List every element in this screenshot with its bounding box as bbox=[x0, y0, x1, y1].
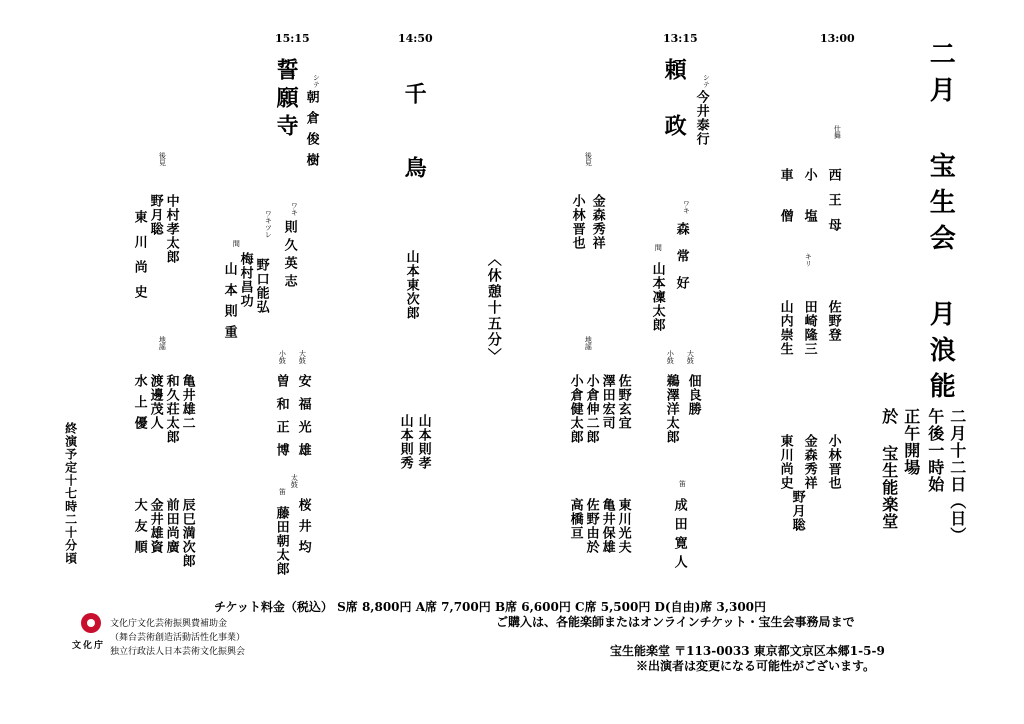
logo-text: 文化庁 bbox=[72, 641, 106, 651]
yorimasa-waki-role: ワキ bbox=[682, 200, 691, 214]
seiganji-waki-role: ワキ bbox=[290, 202, 299, 216]
seiganji-fue-role: 笛 bbox=[278, 488, 287, 495]
shimai-role: 仕舞 bbox=[833, 125, 842, 139]
seiganji-jiutai-3: 渡邊茂人 bbox=[147, 374, 163, 430]
seiganji-fue: 藤田朝太郎 bbox=[273, 506, 289, 576]
chidori-cast-1: 山本東次郎 bbox=[403, 250, 419, 320]
yorimasa-jiutai-8: 高橋亘 bbox=[567, 498, 583, 540]
event-date: 二月十二日（日） bbox=[947, 408, 967, 544]
seiganji-ai-role: 間 bbox=[232, 240, 241, 247]
end-time: 終演予定十七時二十分頃 bbox=[63, 422, 78, 565]
shimai-kiri: キリ bbox=[804, 253, 813, 267]
chidori-cast-2: 山本則孝 bbox=[415, 414, 431, 470]
seiganji-wakitsure-1: 野口能弘 bbox=[253, 258, 269, 314]
sponsor-2: （舞台芸術創造活動活性化事業） bbox=[110, 633, 246, 643]
jiutai-1-5: 金森秀祥 bbox=[801, 434, 817, 490]
shimai-3: 車僧 bbox=[777, 168, 793, 250]
jiutai-1-3: 山内崇生 bbox=[777, 300, 793, 356]
seiganji-otsuzumi: 安福光雄 bbox=[295, 374, 311, 466]
time-1: 13:00 bbox=[820, 32, 855, 45]
seiganji-jiutai-role: 地謡 bbox=[158, 336, 167, 350]
seiganji-koken-role: 後見 bbox=[158, 152, 167, 166]
seiganji-kotsuzumi: 曽和正博 bbox=[273, 374, 289, 466]
yorimasa-ai: 山本凜太郎 bbox=[649, 262, 665, 332]
seiganji-shite: 朝倉俊樹 bbox=[303, 90, 319, 174]
seiganji-jiutai-8: 大友順 bbox=[131, 498, 147, 561]
yorimasa-jiutai-3: 小倉伸二郎 bbox=[583, 374, 599, 444]
yorimasa-jiutai-4: 小倉健太郎 bbox=[567, 374, 583, 444]
seiganji-jiutai-5: 辰巳満次郎 bbox=[179, 498, 195, 568]
yorimasa-jiutai-5: 東川光夫 bbox=[615, 498, 631, 554]
play-seiganji: 誓願寺 bbox=[273, 58, 300, 142]
yorimasa-jiutai-role: 地謡 bbox=[584, 336, 593, 350]
yorimasa-waki: 森常好 bbox=[673, 222, 689, 303]
yorimasa-otsuzumi-role: 大鼓 bbox=[686, 350, 695, 364]
seiganji-otsuzumi-role: 大鼓 bbox=[298, 350, 307, 364]
purchase-info: ご購入は、各能楽師またはオンラインチケット・宝生会事務局まで bbox=[496, 615, 855, 629]
yorimasa-ai-role: 間 bbox=[654, 244, 663, 251]
seiganji-ai: 山本則重 bbox=[221, 262, 237, 346]
seiganji-kotsuzumi-role: 小鼓 bbox=[278, 350, 287, 364]
jiutai-1-6: 野月聡 bbox=[789, 490, 805, 532]
seiganji-taiko: 桜井均 bbox=[295, 498, 311, 561]
seiganji-koken-3: 東川尚史 bbox=[131, 210, 147, 310]
seiganji-jiutai-7: 金井雄資 bbox=[147, 498, 163, 554]
yorimasa-fue: 成田寛人 bbox=[671, 498, 687, 574]
seiganji-koken-2: 野月聡 bbox=[147, 194, 163, 236]
yorimasa-otsuzumi: 佃良勝 bbox=[685, 374, 701, 416]
time-2: 13:15 bbox=[663, 32, 698, 45]
event-start: 午後一時始 bbox=[925, 408, 945, 493]
seiganji-taiko-role: 太鼓 bbox=[290, 474, 299, 488]
notice: ※出演者は変更になる可能性がございます。 bbox=[636, 659, 876, 673]
seiganji-wakitsure-2: 梅村昌功 bbox=[237, 252, 253, 308]
jiutai-1-7: 東川尚史 bbox=[777, 434, 793, 490]
yorimasa-kotsuzumi: 鵜澤洋太郎 bbox=[663, 374, 679, 444]
chidori-cast-3: 山本則秀 bbox=[397, 414, 413, 470]
yorimasa-koken-1: 金森秀祥 bbox=[589, 194, 605, 250]
yorimasa-koken-2: 小林晋也 bbox=[569, 194, 585, 250]
yorimasa-koken-role: 後見 bbox=[584, 152, 593, 166]
seiganji-koken-1: 中村孝太郎 bbox=[163, 194, 179, 264]
yorimasa-jiutai-7: 佐野由於 bbox=[583, 498, 599, 554]
seiganji-waki: 則久英志 bbox=[281, 220, 297, 292]
seiganji-jiutai-2: 和久荘太郎 bbox=[163, 374, 179, 444]
jiutai-1-1: 佐野登 bbox=[825, 300, 841, 342]
seiganji-shite-role: シテ bbox=[312, 74, 321, 88]
shimai-1: 西王母 bbox=[825, 168, 841, 243]
play-chidori: 千鳥 bbox=[401, 82, 428, 230]
play-yorimasa: 頼政 bbox=[661, 58, 688, 170]
shimai-2: 小塩 bbox=[801, 168, 817, 250]
intermission: 〈休憩十五分〉 bbox=[485, 252, 502, 364]
yorimasa-jiutai-6: 亀井保雄 bbox=[599, 498, 615, 554]
time-4: 15:15 bbox=[275, 32, 310, 45]
yorimasa-jiutai-2: 澤田宏司 bbox=[599, 374, 615, 430]
jiutai-1-4: 小林晋也 bbox=[825, 434, 841, 490]
event-venue: 於 宝生能楽堂 bbox=[879, 408, 899, 530]
yorimasa-shite: 今井泰行 bbox=[693, 90, 709, 146]
venue-address: 宝生能楽堂 〒113-0033 東京都文京区本郷1-5-9 bbox=[610, 644, 885, 658]
ticket-prices: チケット料金（税込） S席 8,800円 A席 7,700円 B席 6,600円 C席 5,500円 D(自由)席 3,300円 bbox=[214, 600, 767, 614]
sponsor-1: 文化庁文化芸術振興費補助金 bbox=[110, 619, 228, 629]
sponsor-3: 独立行政法人日本芸術文化振興会 bbox=[110, 647, 246, 657]
event-open: 正午開場 bbox=[901, 408, 921, 476]
yorimasa-jiutai-1: 佐野玄宜 bbox=[615, 374, 631, 430]
seiganji-jiutai-1: 亀井雄二 bbox=[179, 374, 195, 430]
event-title: 二月 宝生会 月浪能 bbox=[925, 40, 956, 408]
seiganji-jiutai-4: 水上優 bbox=[131, 374, 147, 437]
bunkacho-logo-icon bbox=[80, 612, 102, 634]
time-3: 14:50 bbox=[398, 32, 433, 45]
jiutai-1-2: 田崎隆三 bbox=[801, 300, 817, 356]
yorimasa-kotsuzumi-role: 小鼓 bbox=[666, 350, 675, 364]
seiganji-wakitsure-role: ワキツレ bbox=[264, 210, 273, 238]
yorimasa-fue-role: 笛 bbox=[678, 480, 687, 487]
yorimasa-shite-role: シテ bbox=[702, 74, 711, 88]
seiganji-jiutai-6: 前田尚廣 bbox=[163, 498, 179, 554]
